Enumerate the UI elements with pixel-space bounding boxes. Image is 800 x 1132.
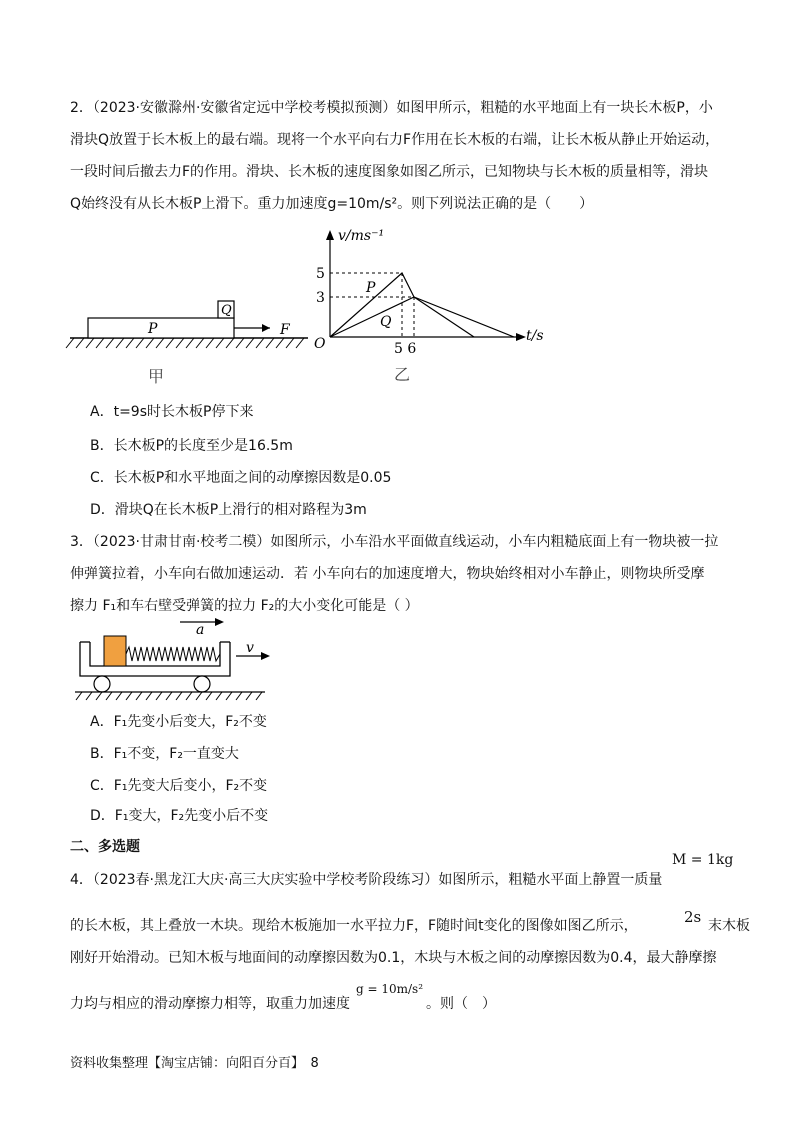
q4-time-formula: 2s [684, 908, 702, 926]
curve-p-label: P [366, 280, 376, 296]
spring [126, 647, 220, 661]
q2-option-c: C．长木板P和水平地面之间的动摩擦因数是0.05 [90, 470, 392, 486]
y-axis-label: v/ms⁻¹ [338, 228, 385, 244]
q3-option-b: B．F₁不变，F₂一直变大 [90, 746, 239, 762]
origin-label: O [314, 336, 326, 352]
q2-line3: 一段时间后撤去力F的作用。滑块、长木板的速度图象如图乙所示，已知物块与长木板的质量相等，滑块 [70, 164, 709, 180]
q4-g-formula: g = 10m/s² [356, 982, 424, 996]
label-f: F [280, 322, 290, 338]
q2-line2: 滑块Q放置于长木板上的最右端。现将一个水平向右力F作用在长木板的右端，让长木板从静止开始运动， [70, 132, 720, 148]
x-ticks: 5 6 [394, 341, 417, 357]
caption-jia: 甲 [148, 367, 165, 386]
y-tick-5: 5 [316, 266, 325, 282]
q3-option-a: A．F₁先变小后变大，F₂不变 [90, 714, 267, 730]
label-v: v [246, 640, 254, 656]
curve-q-label: Q [380, 314, 392, 330]
label-q: Q [221, 303, 232, 318]
q4-line4-end: 。则（ ） [426, 996, 496, 1012]
q3-line1: 3．（2023·甘肃甘南·校考二模）如图所示，小车沿水平面做直线运动，小车内粗糙底面上有一物块被一拉 [70, 534, 719, 550]
q3-option-d: D．F₁变大，F₂先变小后不变 [90, 808, 269, 824]
page-footer: 资料收集整理【淘宝店铺：向阳百分百】 8 [70, 1056, 319, 1071]
q4-line4: 力均与相应的滑动摩擦力相等，取重力加速度 [70, 996, 350, 1012]
figure-cart [70, 614, 280, 706]
wheel-right [194, 676, 210, 692]
board-p [88, 318, 234, 338]
q4-line2-end: 末木板 [708, 918, 750, 934]
y-tick-3: 3 [316, 290, 325, 306]
wheel-left [94, 676, 110, 692]
q3-line2: 伸弹簧拉着，小车向右做加速运动．若 小车向右的加速度增大，物块始终相对小车静止，则物块所受摩 [70, 566, 705, 582]
figure-yi [300, 222, 560, 382]
q2-line4: Q始终没有从长木板P上滑下。重力加速度g=10m/s²。则下列说法正确的是（ ） [70, 196, 594, 212]
q2-option-b: B．长木板P的长度至少是16.5m [90, 438, 293, 454]
label-a: a [196, 622, 205, 638]
q3-option-c: C．F₁先变大后变小，F₂不变 [90, 778, 268, 794]
q2-option-a: A．t=9s时长木板P停下来 [90, 404, 254, 420]
q4-line1: 4．（2023春·黑龙江大庆·高三大庆实验中学校考阶段练习）如图所示，粗糙水平面上静置一质量 [70, 872, 663, 888]
q4-line3: 刚好开始滑动。已知木板与地面间的动摩擦因数为0.1，木块与木板之间的动摩擦因数为0.4，最大静摩擦 [70, 950, 717, 966]
label-p: P [148, 321, 158, 337]
section-heading: 二、多选题 [70, 839, 140, 855]
q3-line3: 擦力 F₁和车右壁受弹簧的拉力 F₂的大小变化可能是（ ） [70, 598, 419, 614]
x-axis-label: t/s [526, 328, 544, 344]
caption-yi: 乙 [394, 365, 411, 382]
q4-mass-formula: M = 1kg [672, 852, 734, 868]
q2-line1: 2．（2023·安徽滁州·安徽省定远中学校考模拟预测）如图甲所示，粗糙的水平地面上有一块长木板P，小 [70, 100, 713, 116]
q4-line2: 的长木板，其上叠放一木块。现给木板施加一水平拉力F，F随时间t变化的图像如图乙所示， [70, 918, 638, 934]
figure-jia [60, 290, 320, 390]
q2-option-d: D．滑块Q在长木板P上滑行的相对路程为3m [90, 502, 367, 518]
block [104, 636, 126, 666]
